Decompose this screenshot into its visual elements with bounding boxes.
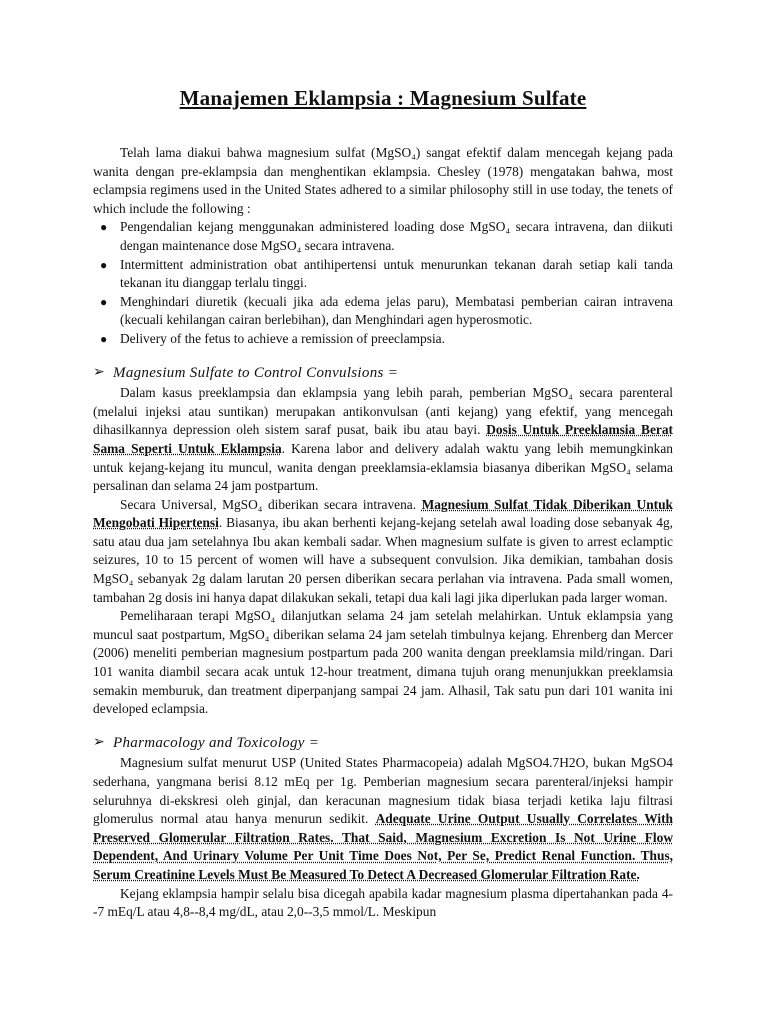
convulsions-paragraph-2: Secara Universal, MgSO₄ diberikan secara intravena. Magnesium Sulfat Tidak Diberikan Untuk Mengobati Hipertensi. Biasanya, ibu akan berhenti kejang-kejang setelah awal loading dose sebanyak 4g, satu atau dua jam setelahnya Ibu akan kembali sadar. When magnesium sulfate is given to arrest eclamptic seizures, 10 to 15 percent of women will have a subsequent convulsion. Jika demikian, tambahan dosis MgSO₄ sebanyak 2g dalam larutan 20 persen diberikan secara perlahan via intravena. Pada small women, tambahan 2g dosis ini hanya dapat dilakukan sekali, tetapi dua kali lagi jika diperlukan pada larger woman. — [93, 496, 673, 605]
intro-paragraph: Telah lama diakui bahwa magnesium sulfat (MgSO₄) sangat efektif dalam mencegah kejang pada wanita dengan pre-eklampsia dan menghentikan eklampsia. Chesley (1978) mengatakan bahwa, most eclampsia regimens used in the United States adhered to a similar philosophy still in use today, the tenets of which include the following : — [93, 145, 673, 216]
arrow-bullet-icon: ➢ — [93, 734, 106, 750]
highlighted-text: Magnesium Sulfat Tidak Diberikan Untuk Mengobati Hipertensi — [93, 496, 673, 531]
section-heading-pharmacology: ➢ Pharmacology and Toxicology = — [93, 734, 320, 751]
bullet-icon: ● — [100, 294, 108, 309]
highlighted-text: Adequate Urine Output Usually Correlates With Preserved Glomerular Filtration Rates. That Said, Magnesium Excretion Is Not Urine Flow Dependent, And Urinary Volume Per Unit Time Does Not, Per Se, Predict Renal Function. Thus, Serum Creatinine Levels Must Be Measured To Detect A Decreased Glomerular Filtration Rate. — [93, 811, 673, 882]
convulsions-paragraph-3: Pemeliharaan terapi MgSO₄ dilanjutkan selama 24 jam setelah melahirkan. Untuk eklampsia yang muncul saat postpartum, MgSO₄ diberikan selama 24 jam setelah timbulnya kejang. Ehrenberg dan Mercer (2006) meneliti pemberian magnesium postpartum pada 200 wanita dengan preeklamsia mild/ringan. Dari 101 wanita diambil secara acak untuk 12-hour treatment, dimana tujuh orang menunjukkan preeklamsia semakin memburuk, dan treatment diperpanjang sampai 24 jam. Alhasil, Tak satu pun dari 101 wanita ini developed eclampsia. — [93, 608, 673, 717]
pharmacology-paragraph-1: Magnesium sulfat menurut USP (United States Pharmacopeia) adalah MgSO4.7H2O, bukan MgSO4 sederhana, yangmana berisi 8.12 mEq per 1g. Pemberian magnesium secara parenteral/injeksi hampir seluruhnya di-ekskresi oleh ginjal, dan keracunan magnesium tidak biasa terjadi ketika laju filtrasi glomerulus normal atau hanya menurun sedikit. Adequate Urine Output Usually Correlates With Preserved Glomerular Filtration Rates. That Said, Magnesium Excretion Is Not Urine Flow Dependent, And Urinary Volume Per Unit Time Does Not, Per Se, Predict Renal Function. Thus, Serum Creatinine Levels Must Be Measured To Detect A Decreased Glomerular Filtration Rate. — [93, 755, 673, 882]
bullet-icon: ● — [100, 331, 108, 346]
highlighted-text: Dosis Untuk Preeklamsia Berat Sama Seperti Untuk Eklampsia — [93, 422, 673, 456]
bullet-list — [93, 218, 673, 348]
arrow-bullet-icon: ➢ — [93, 364, 106, 380]
bullet-icon: ● — [100, 257, 108, 272]
convulsions-paragraph-1: Dalam kasus preeklampsia dan eklampsia yang lebih parah, pemberian MgSO₄ secara parenteral (melalui injeksi atau suntikan) merupakan antikonvulsan (anti kejang) yang efektif, yang mencegah dihasilkannya depression oleh sistem saraf pusat, baik ibu atau bayi. Dosis Untuk Preeklamsia Berat Sama Seperti Untuk Eklampsia. Karena labor and delivery adalah waktu yang lebih memungkinkan untuk kejang-kejang itu muncul, wanita dengan preeklamsia-eklamsia biasanya diberikan MgSO₄ selama persalinan dan selama 24 jam postpartum. — [93, 385, 673, 494]
document-body — [93, 84, 673, 922]
bullet-item: ● Pengendalian kejang menggunakan administered loading dose MgSO₄ secara intravena, dan diikuti dengan maintenance dose MgSO₄ secara intravena. — [100, 219, 673, 253]
pharmacology-paragraph-2: Kejang eklampsia hampir selalu bisa dicegah apabila kadar magnesium plasma dipertahankan pada 4--7 mEq/L atau 4,8--8,4 mg/dL, atau 2,0--3,5 mmol/L. Meskipun — [93, 885, 673, 920]
bullet-item: ● Intermittent administration obat antihipertensi untuk menurunkan tekanan darah setiap kali tanda tekanan itu dianggap terlalu tinggi. — [100, 256, 673, 291]
bullet-item: ● Menghindari diuretik (kecuali jika ada edema jelas paru), Membatasi pemberian cairan intravena (kecuali kehilangan cairan berlebihan), dan Menghindari agen hyperosmotic. — [100, 293, 673, 328]
document-title: Manajemen Eklampsia : Magnesium Sulfate — [179, 86, 587, 110]
bullet-item: ● Delivery of the fetus to achieve a remission of preeclampsia. — [93, 330, 673, 349]
section-heading-convulsions: ➢ Magnesium Sulfate to Control Convulsions = — [93, 364, 399, 381]
bullet-icon: ● — [100, 220, 108, 235]
